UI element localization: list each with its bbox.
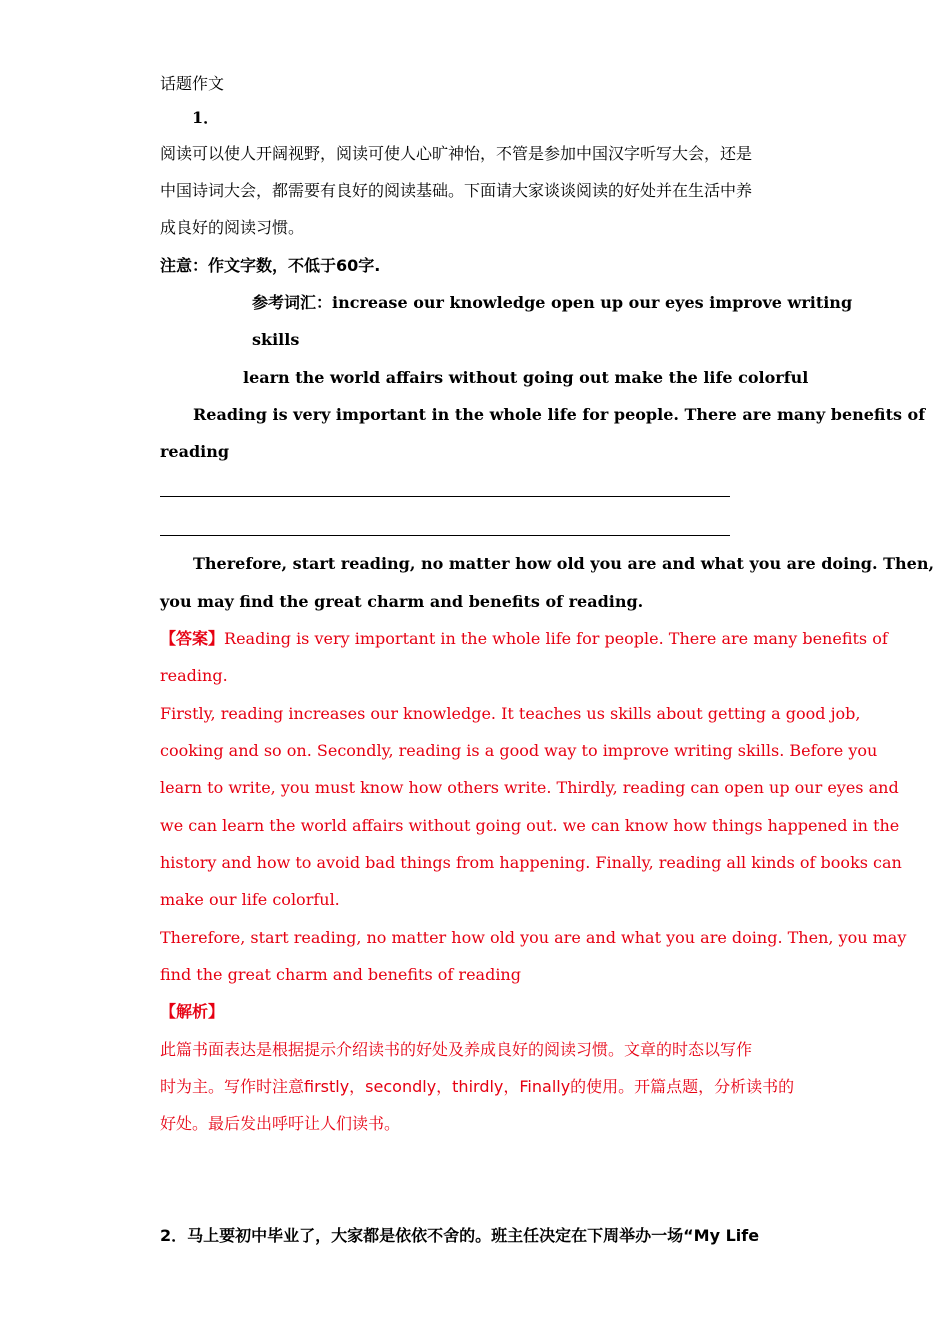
opening-sentence-line: reading: [160, 442, 230, 461]
analysis-line: 此篇书面表达是根据提示介绍读书的好处及养成良好的阅读习惯。文章的时态以写作: [160, 1040, 753, 1059]
question-2-prompt: 2．马上要初中毕业了，大家都是依依不舍的。班主任决定在下周举办一场“My Life: [160, 1226, 760, 1245]
closing-sentence-line: you may find the great charm and benefits of reading.: [160, 592, 644, 611]
answer-line: learn to write, you must know how others write. Thirdly, reading can open up our eyes and: [160, 778, 899, 797]
answer-line: history and how to avoid bad things from happening. Finally, reading all kinds of books can: [160, 853, 902, 872]
word-count-note: 注意：作文字数，不低于60字.: [160, 256, 381, 275]
analysis-line: 好处。最后发出呼吁让人们读书。: [160, 1114, 401, 1133]
answer-line: Reading is very important in the whole life for people. There are many benefits of: [224, 629, 888, 648]
analysis-line: 时为主。写作时注意firstly，secondly，thirdly，Finally的使用。开篇点题，分析读书的: [160, 1077, 795, 1096]
question-1-number: 1．: [192, 108, 220, 127]
answer-line: reading.: [160, 666, 228, 685]
opening-sentence-line: Reading is very important in the whole life for people. There are many benefits of: [193, 405, 926, 424]
question-1-prompt-line: 中国诗词大会，都需要有良好的阅读基础。下面请大家谈谈阅读的好处并在生活中养: [160, 181, 753, 200]
answer-label: 【答案】: [160, 629, 225, 648]
question-1-prompt-line: 阅读可以使人开阔视野，阅读可使人心旷神怡，不管是参加中国汉字听写大会，还是: [160, 144, 753, 163]
answer-blank-line: [160, 535, 730, 536]
vocab-line: skills: [252, 330, 300, 349]
vocab-line: learn the world affairs without going out make the life colorful: [243, 368, 809, 387]
question-1-prompt-line: 成良好的阅读习惯。: [160, 218, 305, 237]
answer-line: Therefore, start reading, no matter how old you are and what you are doing. Then, you may: [160, 928, 907, 947]
closing-sentence-line: Therefore, start reading, no matter how old you are and what you are doing. Then,: [193, 554, 935, 573]
answer-first-line: [160, 628, 888, 650]
answer-blank-line: [160, 496, 730, 497]
answer-line: Firstly, reading increases our knowledge. It teaches us skills about getting a good job,: [160, 704, 861, 723]
answer-line: we can learn the world affairs without going out. we can know how things happened in the: [160, 816, 900, 835]
section-title: 话题作文: [160, 74, 225, 93]
vocab-line: 参考词汇：increase our knowledge open up our eyes improve writing: [252, 293, 853, 312]
answer-line: find the great charm and benefits of reading: [160, 965, 521, 984]
answer-line: cooking and so on. Secondly, reading is a good way to improve writing skills. Before you: [160, 741, 878, 760]
answer-line: make our life colorful.: [160, 890, 340, 909]
analysis-label: 【解析】: [160, 1002, 225, 1021]
